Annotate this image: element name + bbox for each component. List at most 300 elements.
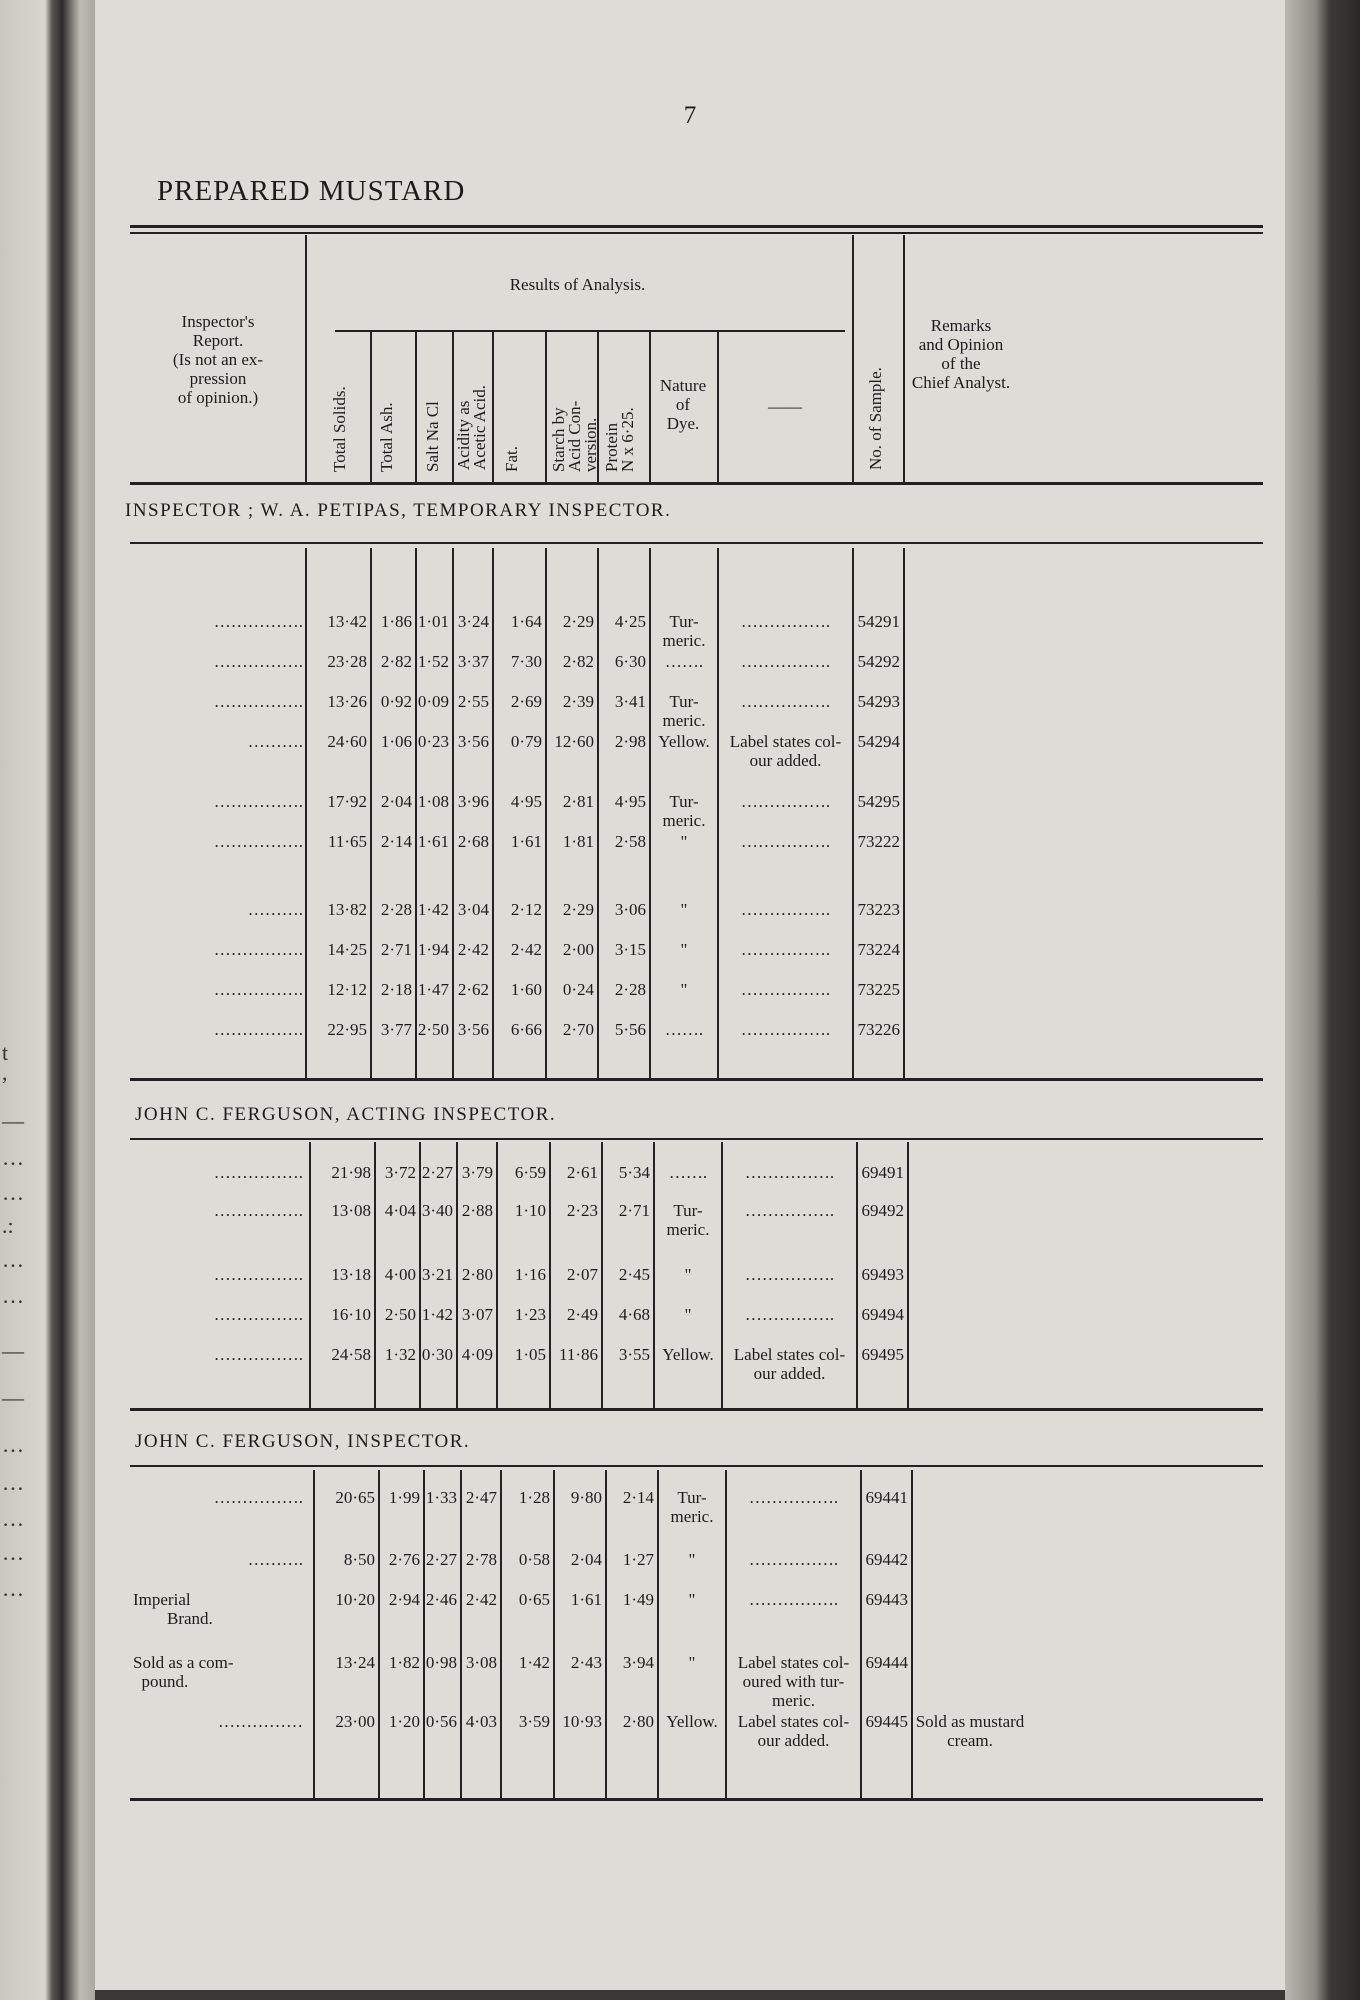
spine-mark: …: [2, 1576, 24, 1601]
starch-header: Acid Con-: [565, 400, 584, 472]
remarks-header-line: and Opinion: [918, 335, 1004, 354]
inspector-report-cell: …………….: [213, 612, 303, 631]
acid-cell: 2·88: [461, 1201, 493, 1220]
ash-cell: 2·76: [388, 1550, 420, 1569]
column-divider: [553, 1470, 555, 1798]
inspector-report-cell: ……….: [247, 1550, 303, 1569]
inspector-header-line: Inspector's: [181, 312, 255, 331]
ts-cell: 22·95: [327, 1020, 367, 1039]
ts-cell: 13·08: [331, 1201, 371, 1220]
acid-cell: 2·55: [457, 692, 489, 711]
acid-cell: 3·56: [457, 732, 489, 751]
total-solids-header: Total Solids.: [330, 386, 349, 472]
salt-cell: 1·08: [417, 792, 449, 811]
dye-cell: Yellow.: [662, 1345, 714, 1364]
note-cell: …………….: [740, 612, 831, 631]
starch-cell: 9·80: [570, 1488, 602, 1507]
protein-cell: 2·28: [614, 980, 646, 999]
header-divider: [370, 330, 372, 482]
fat-cell: 0·79: [510, 732, 542, 751]
dye-cell: ": [680, 900, 688, 919]
dye-cell: …….: [664, 652, 704, 671]
ts-cell: 11·65: [327, 832, 367, 851]
spine-mark: …: [2, 1283, 24, 1308]
fat-cell: 1·64: [510, 612, 542, 631]
inspector-header-line: Report.: [192, 331, 244, 350]
top-rule: [130, 225, 1263, 228]
column-divider: [492, 548, 494, 1078]
note-cell: Label states col- oured with tur- meric.: [737, 1653, 850, 1710]
protein-cell: 2·58: [614, 832, 646, 851]
ts-cell: 23·00: [335, 1712, 375, 1731]
inspector-report-cell: …………….: [213, 1201, 303, 1220]
spine-mark: —: [2, 1385, 24, 1410]
starch-header: version.: [581, 417, 600, 472]
ts-cell: 13·82: [327, 900, 367, 919]
sample-number-cell: 69441: [865, 1488, 908, 1507]
fat-cell: 4·95: [510, 792, 542, 811]
acid-cell: 2·42: [465, 1590, 497, 1609]
note-cell: …………….: [744, 1163, 835, 1182]
section-bottom-rule: [130, 1408, 1263, 1411]
starch-cell: 2·07: [566, 1265, 598, 1284]
column-divider: [903, 548, 905, 1078]
ts-cell: 8·50: [343, 1550, 375, 1569]
sample-number-cell: 54291: [857, 612, 900, 631]
header-bottom-rule: [130, 482, 1263, 485]
header-divider: [545, 330, 547, 482]
fat-cell: 2·12: [510, 900, 542, 919]
section-bottom-rule: [130, 1078, 1263, 1081]
salt-cell: 0·98: [425, 1653, 457, 1672]
sample-number-cell: 69491: [861, 1163, 904, 1182]
dye-cell: Yellow.: [658, 732, 710, 751]
header-divider: [649, 330, 651, 482]
fat-cell: 1·61: [510, 832, 542, 851]
column-divider: [860, 1470, 862, 1798]
header-divider: [852, 235, 854, 482]
acid-cell: 3·08: [465, 1653, 497, 1672]
salt-cell: 1·33: [425, 1488, 457, 1507]
protein-header: N x 6·25.: [618, 407, 637, 472]
salt-cell: 2·27: [425, 1550, 457, 1569]
section-rule: [130, 1465, 1263, 1467]
fat-cell: 2·42: [510, 940, 542, 959]
acid-cell: 3·79: [461, 1163, 493, 1182]
sample-number-cell: 69494: [861, 1305, 904, 1324]
note-cell: …………….: [740, 1020, 831, 1039]
dye-header-line: Dye.: [666, 414, 700, 433]
starch-cell: 2·39: [562, 692, 594, 711]
dye-cell: Yellow.: [666, 1712, 718, 1731]
dye-cell: ": [680, 940, 688, 959]
starch-cell: 2·61: [566, 1163, 598, 1182]
protein-cell: 2·98: [614, 732, 646, 751]
ts-cell: 21·98: [331, 1163, 371, 1182]
ash-cell: 4·04: [384, 1201, 416, 1220]
starch-header: Starch by: [549, 407, 568, 472]
book-edge: [1285, 0, 1360, 2000]
salt-cell: 1·61: [417, 832, 449, 851]
section-heading: JOHN C. FERGUSON, INSPECTOR.: [135, 1431, 471, 1452]
inspector-report-cell: …………….: [213, 1488, 303, 1507]
fat-cell: 1·28: [518, 1488, 550, 1507]
starch-cell: 2·70: [562, 1020, 594, 1039]
sample-number-cell: 73222: [857, 832, 900, 851]
protein-cell: 5·34: [618, 1163, 650, 1182]
spine-mark: …: [2, 1247, 24, 1272]
starch-cell: 10·93: [562, 1712, 602, 1731]
protein-cell: 3·94: [622, 1653, 654, 1672]
fat-cell: 1·60: [510, 980, 542, 999]
column-divider: [500, 1470, 502, 1798]
fat-cell: 0·58: [518, 1550, 550, 1569]
ts-cell: 24·58: [331, 1345, 371, 1364]
sample-number-cell: 69442: [865, 1550, 908, 1569]
starch-cell: 0·24: [562, 980, 594, 999]
dye-cell: ": [688, 1653, 696, 1672]
sample-number-cell: 69495: [861, 1345, 904, 1364]
inspector-report-cell: …………….: [213, 1163, 303, 1182]
ash-cell: 1·32: [384, 1345, 416, 1364]
starch-cell: 2·23: [566, 1201, 598, 1220]
salt-cell: 2·27: [421, 1163, 453, 1182]
column-divider: [496, 1142, 498, 1408]
sample-number-cell: 69444: [865, 1653, 908, 1672]
starch-cell: 2·49: [566, 1305, 598, 1324]
protein-cell: 3·15: [614, 940, 646, 959]
dye-cell: Tur- meric.: [662, 612, 706, 650]
note-cell: …………….: [740, 832, 831, 851]
ts-cell: 13·24: [335, 1653, 375, 1672]
spine-mark: —: [2, 1108, 24, 1133]
note-cell: …………….: [748, 1488, 839, 1507]
sample-number-cell: 73223: [857, 900, 900, 919]
fat-cell: 1·05: [514, 1345, 546, 1364]
sample-number-cell: 54294: [857, 732, 900, 751]
salt-cell: 1·52: [417, 652, 449, 671]
note-cell: …………….: [748, 1590, 839, 1609]
header-divider: [452, 330, 454, 482]
salt-cell: 1·42: [421, 1305, 453, 1324]
ash-cell: 2·14: [380, 832, 412, 851]
note-cell: …………….: [740, 980, 831, 999]
inspector-report-cell: …………….: [213, 940, 303, 959]
ts-cell: 13·18: [331, 1265, 371, 1284]
fat-cell: 1·16: [514, 1265, 546, 1284]
ash-cell: 2·71: [380, 940, 412, 959]
spine-mark: …: [2, 1432, 24, 1457]
note-cell: …………….: [744, 1201, 835, 1220]
acidity-header: Acetic Acid.: [470, 385, 489, 470]
salt-cell: 0·30: [421, 1345, 453, 1364]
starch-cell: 2·82: [562, 652, 594, 671]
inspector-report-cell: …………….: [213, 652, 303, 671]
fat-cell: 6·59: [514, 1163, 546, 1182]
note-cell: Label states col- our added.: [729, 732, 842, 770]
ash-cell: 2·50: [384, 1305, 416, 1324]
acid-cell: 3·04: [457, 900, 489, 919]
fat-header: Fat.: [502, 446, 521, 472]
section-heading: JOHN C. FERGUSON, ACTING INSPECTOR.: [135, 1104, 557, 1125]
fat-cell: 1·42: [518, 1653, 550, 1672]
sample-number-cell: 73224: [857, 940, 900, 959]
protein-cell: 4·95: [614, 792, 646, 811]
ash-cell: 2·28: [380, 900, 412, 919]
fat-cell: 3·59: [518, 1712, 550, 1731]
acid-cell: 4·09: [461, 1345, 493, 1364]
fat-cell: 1·10: [514, 1201, 546, 1220]
note-cell: …………….: [740, 692, 831, 711]
acid-cell: 3·07: [461, 1305, 493, 1324]
acid-cell: 2·47: [465, 1488, 497, 1507]
ash-cell: 4·00: [384, 1265, 416, 1284]
starch-cell: 2·04: [570, 1550, 602, 1569]
spine-mark: —: [2, 1338, 24, 1363]
inspector-report-cell: …………….: [213, 1020, 303, 1039]
document-page: [95, 0, 1285, 1990]
ts-cell: 16·10: [331, 1305, 371, 1324]
ash-cell: 0·92: [380, 692, 412, 711]
dye-header-line: of: [675, 395, 691, 414]
sample-number-cell: 69445: [865, 1712, 908, 1731]
dye-cell: …….: [668, 1163, 708, 1182]
spine-mark: …: [2, 1145, 24, 1170]
inspector-report-cell: ……….: [247, 732, 303, 751]
dye-cell: ": [688, 1550, 696, 1569]
spine-mark: ,: [2, 1060, 8, 1085]
note-cell: …………….: [740, 652, 831, 671]
results-rule: [335, 330, 845, 332]
sample-number-cell: 69443: [865, 1590, 908, 1609]
fat-cell: 1·23: [514, 1305, 546, 1324]
protein-cell: 4·68: [618, 1305, 650, 1324]
note-cell: Label states col- our added.: [733, 1345, 846, 1383]
salt-cell: 1·01: [417, 612, 449, 631]
protein-cell: 3·06: [614, 900, 646, 919]
protein-cell: 4·25: [614, 612, 646, 631]
starch-cell: 2·81: [562, 792, 594, 811]
protein-cell: 1·49: [622, 1590, 654, 1609]
header-divider: [717, 330, 719, 482]
top-rule-2: [130, 232, 1263, 234]
inspector-report-cell: ……………: [218, 1712, 303, 1731]
protein-cell: 5·56: [614, 1020, 646, 1039]
protein-cell: 3·41: [614, 692, 646, 711]
sample-number-cell: 69492: [861, 1201, 904, 1220]
ash-cell: 1·82: [388, 1653, 420, 1672]
dye-cell: ": [684, 1265, 692, 1284]
section-bottom-rule: [130, 1798, 1263, 1801]
section-rule: [130, 542, 1263, 544]
remarks-header-line: Remarks: [930, 316, 992, 335]
ts-cell: 10·20: [335, 1590, 375, 1609]
acid-cell: 2·68: [457, 832, 489, 851]
ts-cell: 14·25: [327, 940, 367, 959]
acid-cell: 2·78: [465, 1550, 497, 1569]
note-cell: Label states col- our added.: [737, 1712, 850, 1750]
salt-cell: 1·94: [417, 940, 449, 959]
dye-cell: Tur- meric.: [666, 1201, 710, 1239]
inspector-report-cell: …………….: [213, 1345, 303, 1364]
inspector-header-line: pression: [189, 369, 247, 388]
page-title: PREPARED MUSTARD: [157, 175, 466, 207]
inspector-report-cell: …………….: [213, 832, 303, 851]
dye-header-line: Nature: [659, 376, 707, 395]
remarks-header-line: of the: [941, 354, 981, 373]
book-spine: [0, 0, 95, 2000]
note-cell: …………….: [744, 1305, 835, 1324]
protein-cell: 6·30: [614, 652, 646, 671]
fat-cell: 7·30: [510, 652, 542, 671]
acid-cell: 2·80: [461, 1265, 493, 1284]
column-divider: [305, 548, 307, 1078]
spine-mark: …: [2, 1180, 24, 1205]
dye-cell: ": [680, 832, 688, 851]
page-number: 7: [683, 102, 697, 129]
dye-cell: Tur- meric.: [670, 1488, 714, 1526]
protein-cell: 1·27: [622, 1550, 654, 1569]
dye-cell: ": [684, 1305, 692, 1324]
note-cell: …………….: [748, 1550, 839, 1569]
column-divider: [460, 1470, 462, 1798]
starch-cell: 2·29: [562, 900, 594, 919]
column-divider: [907, 1142, 909, 1408]
ts-cell: 12·12: [327, 980, 367, 999]
inspector-report-cell: Imperial Brand.: [133, 1590, 213, 1628]
ts-cell: 20·65: [335, 1488, 375, 1507]
ash-cell: 2·82: [380, 652, 412, 671]
sample-number-cell: 54292: [857, 652, 900, 671]
sample-number-cell: 73226: [857, 1020, 900, 1039]
remarks-header-line: Chief Analyst.: [911, 373, 1011, 392]
ash-cell: 1·99: [388, 1488, 420, 1507]
salt-cell: 2·50: [417, 1020, 449, 1039]
starch-cell: 1·81: [562, 832, 594, 851]
header-divider: [597, 330, 599, 482]
acid-cell: 4·03: [465, 1712, 497, 1731]
sample-number-cell: 73225: [857, 980, 900, 999]
inspector-report-cell: …………….: [213, 1305, 303, 1324]
header-divider: [492, 330, 494, 482]
protein-cell: 2·80: [622, 1712, 654, 1731]
salt-cell: 0·56: [425, 1712, 457, 1731]
inspector-report-cell: …………….: [213, 692, 303, 711]
salt-cell: 1·42: [417, 900, 449, 919]
header-divider: [415, 330, 417, 482]
ash-cell: 2·18: [380, 980, 412, 999]
acid-cell: 3·96: [457, 792, 489, 811]
protein-cell: 2·71: [618, 1201, 650, 1220]
blank-col-header: ——: [768, 397, 802, 416]
ash-cell: 3·77: [380, 1020, 412, 1039]
protein-cell: 2·45: [618, 1265, 650, 1284]
inspector-report-cell: ……….: [247, 900, 303, 919]
acid-cell: 3·56: [457, 1020, 489, 1039]
acid-cell: 2·42: [457, 940, 489, 959]
results-header: Results of Analysis.: [509, 275, 646, 294]
section-heading: INSPECTOR ; W. A. PETIPAS, TEMPORARY INSPECTOR.: [125, 500, 672, 521]
dye-cell: …….: [664, 1020, 704, 1039]
protein-cell: 2·14: [622, 1488, 654, 1507]
sample-number-cell: 54295: [857, 792, 900, 811]
inspector-report-cell: Sold as a com- pound.: [133, 1653, 234, 1691]
starch-cell: 2·43: [570, 1653, 602, 1672]
column-divider: [378, 1470, 380, 1798]
ash-cell: 1·20: [388, 1712, 420, 1731]
header-divider: [903, 235, 905, 482]
dye-cell: Tur- meric.: [662, 792, 706, 830]
spine-mark: …: [2, 1470, 24, 1495]
spine-mark: .:: [2, 1213, 14, 1238]
protein-header: Protein: [602, 422, 621, 472]
salt-cell: 2·46: [425, 1590, 457, 1609]
salt-cell: 3·40: [421, 1201, 453, 1220]
salt-cell: 0·09: [417, 692, 449, 711]
ts-cell: 17·92: [327, 792, 367, 811]
dye-cell: Tur- meric.: [662, 692, 706, 730]
note-cell: …………….: [740, 940, 831, 959]
ash-cell: 1·86: [380, 612, 412, 631]
salt-cell: 3·21: [421, 1265, 453, 1284]
spine-mark: …: [2, 1506, 24, 1531]
spine-mark: …: [2, 1540, 24, 1565]
salt-header: Salt Na Cl: [423, 401, 442, 472]
protein-cell: 3·55: [618, 1345, 650, 1364]
note-cell: …………….: [744, 1265, 835, 1284]
header-divider: [305, 235, 307, 482]
fat-cell: 6·66: [510, 1020, 542, 1039]
ash-cell: 3·72: [384, 1163, 416, 1182]
inspector-header-line: (Is not an ex-: [172, 350, 264, 369]
starch-cell: 11·86: [558, 1345, 598, 1364]
ash-cell: 2·94: [388, 1590, 420, 1609]
acid-cell: 2·62: [457, 980, 489, 999]
ash-cell: 1·06: [380, 732, 412, 751]
note-cell: …………….: [740, 792, 831, 811]
inspector-report-cell: …………….: [213, 980, 303, 999]
ash-cell: 2·04: [380, 792, 412, 811]
note-cell: …………….: [740, 900, 831, 919]
salt-cell: 0·23: [417, 732, 449, 751]
acidity-header: Acidity as: [454, 400, 473, 470]
inspector-report-cell: …………….: [213, 1265, 303, 1284]
column-divider: [313, 1470, 315, 1798]
starch-cell: 2·00: [562, 940, 594, 959]
ts-cell: 24·60: [327, 732, 367, 751]
starch-cell: 1·61: [570, 1590, 602, 1609]
column-divider: [605, 1470, 607, 1798]
inspector-report-cell: …………….: [213, 792, 303, 811]
fat-cell: 2·69: [510, 692, 542, 711]
sample-header: No. of Sample.: [866, 367, 885, 470]
sample-number-cell: 54293: [857, 692, 900, 711]
fat-cell: 0·65: [518, 1590, 550, 1609]
dye-cell: ": [688, 1590, 696, 1609]
column-divider: [423, 1470, 425, 1798]
dye-cell: ": [680, 980, 688, 999]
ts-cell: 13·26: [327, 692, 367, 711]
salt-cell: 1·47: [417, 980, 449, 999]
total-ash-header: Total Ash.: [377, 402, 396, 472]
column-divider: [309, 1142, 311, 1408]
spine-mark: t: [2, 1040, 9, 1065]
section-rule: [130, 1138, 1263, 1140]
inspector-header-line: of opinion.): [177, 388, 259, 407]
acid-cell: 3·24: [457, 612, 489, 631]
starch-cell: 2·29: [562, 612, 594, 631]
ts-cell: 13·42: [327, 612, 367, 631]
